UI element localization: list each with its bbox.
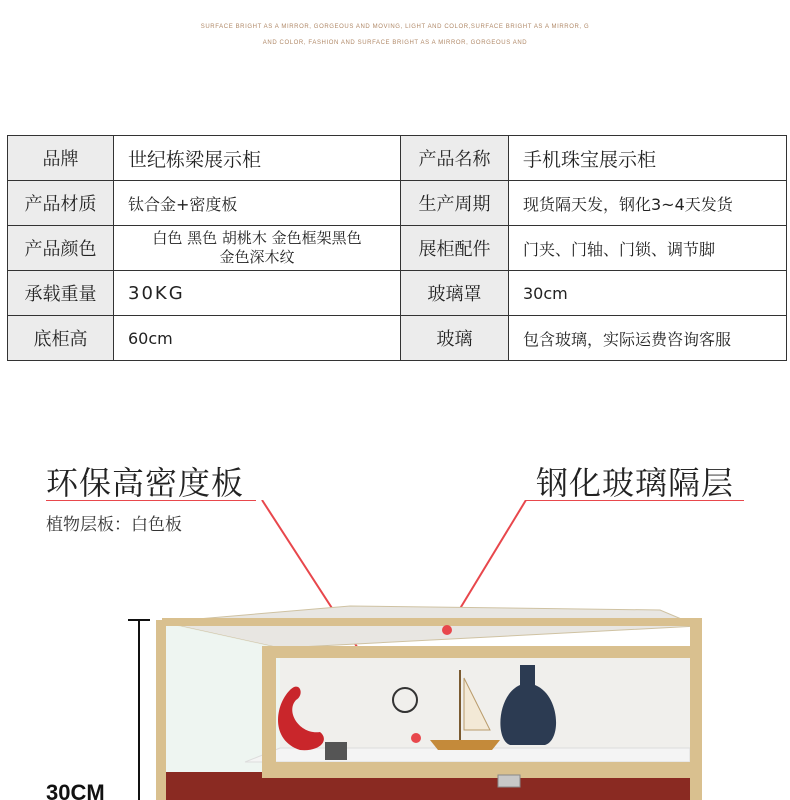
frame-base-rail [262, 772, 690, 778]
spec-table [7, 135, 787, 361]
spec-value-production-cycle: 现货隔天发，钢化3~4天发货 [509, 181, 787, 226]
cabinet-back-wall [280, 648, 690, 748]
top-banner [0, 0, 790, 60]
spec-label-glass: 玻璃 [401, 316, 509, 361]
frame-post-left [156, 620, 166, 800]
table-row [8, 316, 787, 361]
spec-value-color-line-1: 白色 黑色 胡桃木 金色框架黑色 [152, 229, 362, 247]
spec-label-production-cycle: 生产周期 [401, 181, 509, 226]
spec-value-color-line-2: 金色深木纹 [219, 248, 295, 266]
banner-tagline-1: SURFACE BRIGHT AS A MIRROR, GORGEOUS AND MOVING, LIGHT AND COLOR,SURFACE BRIGHT AS A MIRROR, G [200, 24, 590, 30]
frame-middle-rail [262, 762, 702, 772]
callout-dot-right [442, 625, 452, 635]
spec-value-base-height: 60cm [114, 316, 401, 361]
spec-label-glass-cover: 玻璃罩 [401, 271, 509, 316]
callout-glass-title: 钢化玻璃隔层 [536, 464, 735, 502]
table-row [8, 136, 787, 181]
spec-value-accessories: 门夹、门轴、门锁、调节脚 [509, 226, 787, 271]
cabinet-photo [0, 500, 790, 800]
spec-value-brand: 世纪栋梁展示柜 [114, 136, 401, 181]
spec-value-glass: 包含玻璃，实际运费咨询客服 [509, 316, 787, 361]
spec-value-color [114, 226, 401, 271]
spec-label-brand: 品牌 [8, 136, 114, 181]
table-row [8, 271, 787, 316]
pen-holder-icon [325, 742, 347, 760]
spec-value-product-name: 手机珠宝展示柜 [509, 136, 787, 181]
spec-value-glass-cover: 30cm [509, 271, 787, 316]
lock-icon [498, 775, 520, 787]
spec-label-material: 产品材质 [8, 181, 114, 226]
spec-label-color: 产品颜色 [8, 226, 114, 271]
table-row [8, 226, 787, 271]
dimension-label: 30CM [46, 780, 105, 800]
table-row [8, 181, 787, 226]
callout-board-subtitle: 植物层板：白色板 [46, 515, 182, 535]
callout-board-title: 环保高密度板 [46, 464, 245, 502]
spec-value-material: 钛合金+密度板 [114, 181, 401, 226]
spec-label-product-name: 产品名称 [401, 136, 509, 181]
cabinet-shelf [245, 748, 690, 762]
spec-label-base-height: 底柜高 [8, 316, 114, 361]
spec-value-load: 30KG [114, 271, 401, 316]
ship-hull-icon [430, 740, 500, 750]
frame-top-rail-front [262, 646, 702, 658]
frame-top-rail-back [162, 618, 702, 626]
callout-dot-left [411, 733, 421, 743]
banner-tagline-2: AND COLOR, FASHION AND SURFACE BRIGHT AS A MIRROR, GORGEOUS AND [262, 40, 528, 46]
spec-label-accessories: 展柜配件 [401, 226, 509, 271]
spec-label-load: 承载重量 [8, 271, 114, 316]
